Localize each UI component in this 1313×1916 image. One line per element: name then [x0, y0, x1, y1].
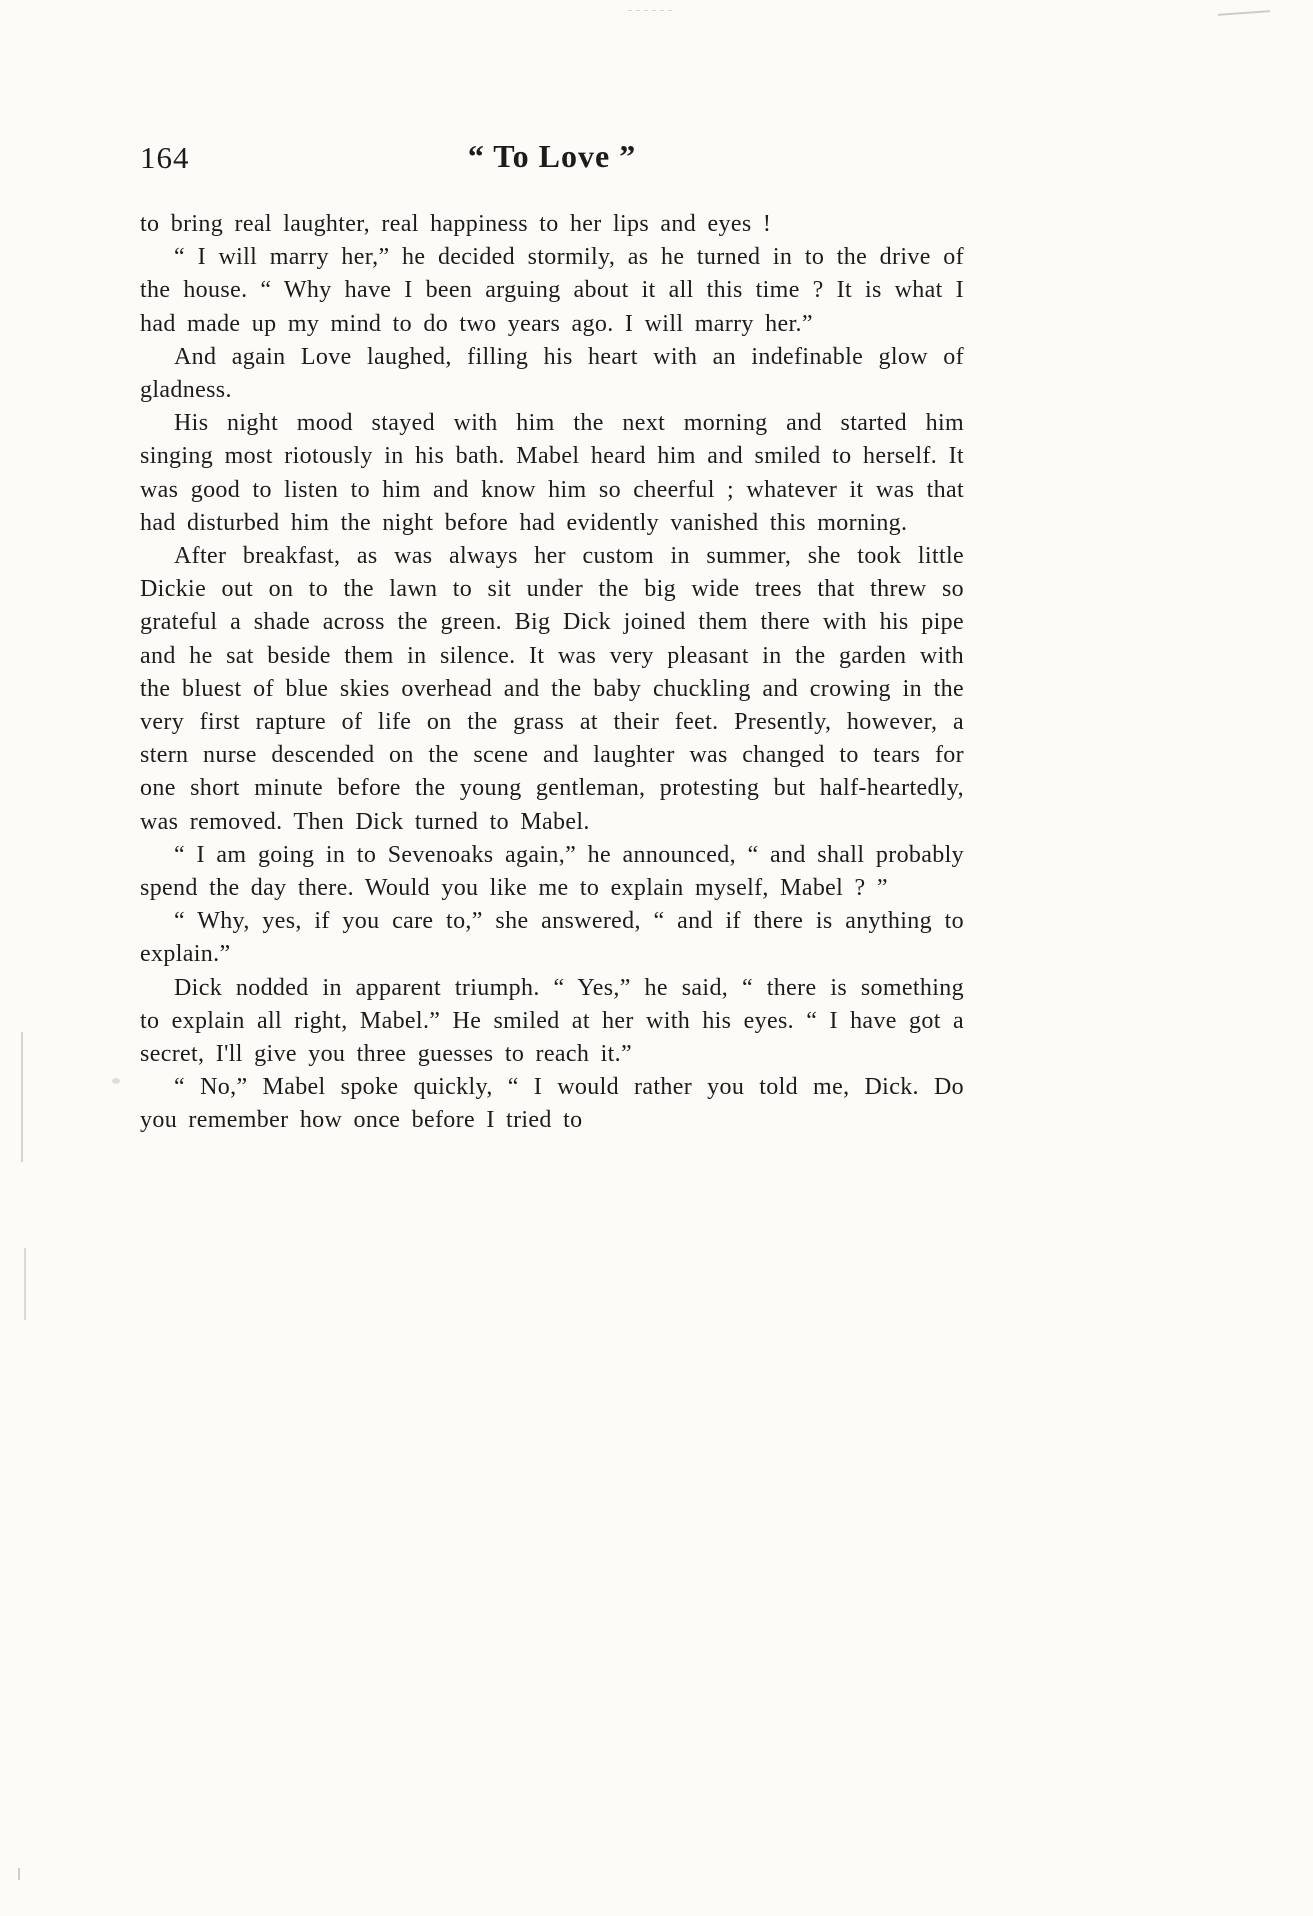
paragraph: “ No,” Mabel spoke quickly, “ I would rather you told me, Dick. Do you remember how once before I tried to [140, 1074, 964, 1134]
scan-artifact-mark [112, 1078, 120, 1084]
scan-artifact-top-right [1218, 10, 1270, 16]
paragraph: His night mood stayed with him the next morning and started him singing most riotously in his bath. Mabel heard him and smiled to herself. It was good to listen to him and know him so cheerful ; whatever it was that had disturbed him the night before had evidently vanished this morning. [140, 410, 964, 536]
scan-artifact-top-dots [628, 10, 672, 11]
page-title: “ To Love ” [467, 138, 637, 174]
paragraph: “ Why, yes, if you care to,” she answered, “ and if there is anything to explain.” [140, 908, 964, 968]
scan-artifact-mark [18, 1868, 20, 1880]
page-header [140, 138, 964, 182]
page-number: 164 [140, 140, 190, 175]
paragraph: And again Love laughed, filling his heart with an indefinable glow of gladness. [140, 343, 964, 404]
paragraph: “ I am going in to Sevenoaks again,” he announced, “ and shall probably spend the day there. Would you like me to explain myself, Mabel ? ” [140, 841, 964, 902]
scan-artifact-margin-line [24, 1248, 26, 1320]
scan-artifact-margin-line [21, 1032, 23, 1162]
text-block [140, 138, 964, 1138]
paragraph: “ I will marry her,” he decided stormily, as he turned in to the drive of the house. “ Why have I been arguing about it all this time ? It is what I had made up my mind to do two years ago. I will marry her.” [140, 244, 964, 337]
paragraph: After breakfast, as was always her custom in summer, she took little Dickie out on to the lawn to sit under the big wide trees that threw so grateful a shade across the green. Big Dick joined them there with his pipe and he sat beside them in silence. It was very pleasant in the garden with the bluest of blue skies overhead and the baby chuckling and crowing in the very first rapture of life on the grass at their feet. Presently, however, a stern nurse descended on the scene and laughter was changed to tears for one short minute before the young gentleman, protesting but half-heartedly, was removed. Then Dick turned to Mabel. [140, 543, 964, 835]
paragraph: to bring real laughter, real happiness to her lips and eyes ! [140, 211, 772, 237]
paragraph: Dick nodded in apparent triumph. “ Yes,” he said, “ there is something to explain all right, Mabel.” He smiled at her with his eyes. “ I have got a secret, I'll give you three guesses to reach it.” [140, 974, 964, 1068]
